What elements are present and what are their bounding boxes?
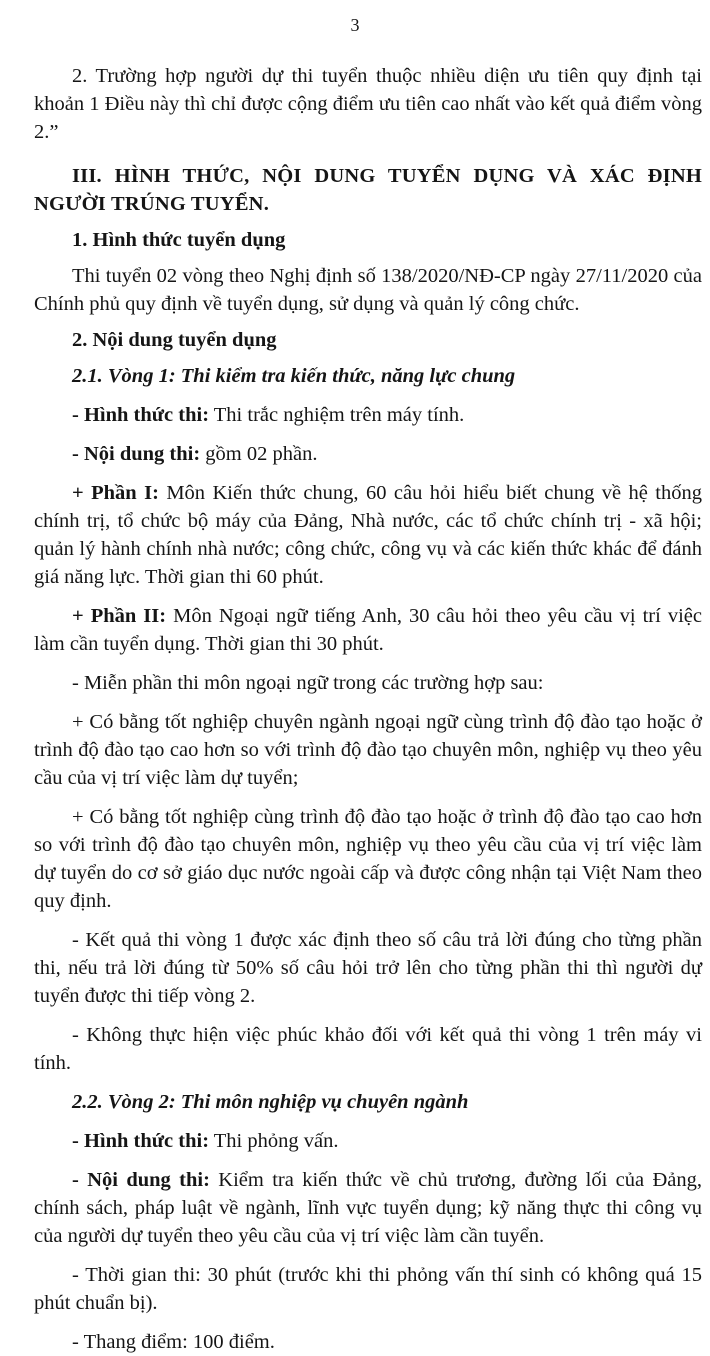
page-number: 3 [350,15,360,35]
round2-title: 2.2. Vòng 2: Thi môn nghiệp vụ chuyên ngành [72,1091,469,1113]
round1-form-value: Thi trắc nghiệm trên máy tính. [209,404,465,426]
round2-form-value: Thi phỏng vấn. [209,1130,339,1152]
subsection-title-form: 1. Hình thức tuyển dụng [72,229,286,251]
round1-content-label: - Nội dung thi: [72,443,201,465]
round2-scale: - Thang điểm: 100 điểm. [72,1331,275,1353]
round1-content-value: gồm 02 phần. [200,443,318,465]
round2-content [34,1166,702,1250]
round1-title: 2.1. Vòng 1: Thi kiểm tra kiến thức, năng lực chung [72,365,516,387]
round1-form-label: - Hình thức thi: [72,404,210,426]
round1-result: - Kết quả thi vòng 1 được xác định theo số câu trả lời đúng cho từng phần thi, nếu trả lời đúng từ 50% số câu hỏi trở lên cho từng phần thi thì người dự tuyển được thi tiếp vòng 2. [34,929,702,1007]
paragraph-form: Thi tuyển 02 vòng theo Nghị định số 138/2020/NĐ-CP ngày 27/11/2020 của Chính phủ quy định về tuyển dụng, sử dụng và quản lý công chức. [34,265,702,315]
exempt-case-1: + Có bằng tốt nghiệp chuyên ngành ngoại ngữ cùng trình độ đào tạo hoặc ở trình độ đào tạo cao hơn so với trình độ đào tạo chuyên môn, nghiệp vụ theo yêu cầu của vị trí việc làm dự tuyển; [34,711,702,789]
paragraph-priority: 2. Trường hợp người dự thi tuyển thuộc nhiều diện ưu tiên quy định tại khoản 1 Điều này thì chỉ được cộng điểm ưu tiên cao nhất vào kết quả điểm vòng 2.” [34,65,702,143]
part2-text: Môn Ngoại ngữ tiếng Anh, 30 câu hỏi theo yêu cầu vị trí việc làm cần tuyển dụng. Thời gian thi 30 phút. [34,605,702,655]
round2-content-label: - Nội dung thi: [72,1169,210,1191]
part1-label: + Phần I: [72,482,159,504]
part1-text: Môn Kiến thức chung, 60 câu hỏi hiểu biết chung về hệ thống chính trị, tổ chức bộ máy của Đảng, Nhà nước, các tổ chức chính trị - xã hội; quản lý hành chính nhà nước; công chức, công vụ và các kiến thức khác để đánh giá năng lực. Thời gian thi 60 phút. [34,482,702,588]
round2-form [34,1127,702,1155]
exempt-intro: - Miễn phần thi môn ngoại ngữ trong các trường hợp sau: [72,672,544,694]
part2 [34,602,702,658]
section-heading: III. HÌNH THỨC, NỘI DUNG TUYỂN DỤNG VÀ XÁC ĐỊNH NGƯỜI TRÚNG TUYỂN. [34,165,702,215]
round2-content-value: Kiểm tra kiến thức về chủ trương, đường lối của Đảng, chính sách, pháp luật về ngành, lĩnh vực tuyển dụng; kỹ năng thực thi công vụ của người dự tuyển theo yêu cầu của vị trí việc làm cần tuyển. [34,1169,702,1247]
subsection-title-content: 2. Nội dung tuyển dụng [72,329,277,351]
round2-time: - Thời gian thi: 30 phút (trước khi thi phỏng vấn thí sinh có không quá 15 phút chuẩn bị). [34,1264,702,1314]
round1-form [34,401,702,429]
exempt-case-2: + Có bằng tốt nghiệp cùng trình độ đào tạo hoặc ở trình độ đào tạo cao hơn so với trình độ đào tạo chuyên môn, nghiệp vụ theo yêu cầu của vị trí việc làm dự tuyển do cơ sở giáo dục nước ngoài cấp và được công nhận tại Việt Nam theo quy định. [34,806,702,912]
part1 [34,479,702,591]
round2-form-label: - Hình thức thi: [72,1130,210,1152]
round1-no-review: - Không thực hiện việc phúc khảo đối với kết quả thi vòng 1 trên máy vi tính. [34,1024,702,1074]
document-body [34,62,702,1356]
part2-label: + Phần II: [72,605,167,627]
round1-content [34,440,702,468]
